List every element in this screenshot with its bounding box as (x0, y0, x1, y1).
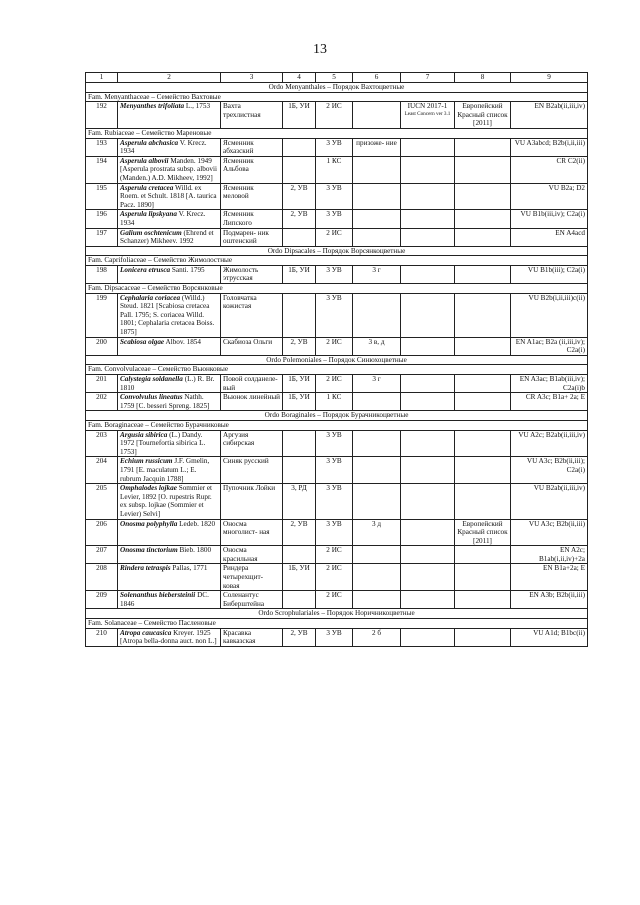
order-row (86, 411, 588, 421)
status-col-5: 3 УВ (316, 628, 353, 646)
order-title: Ordo Dipsacales – Порядок Ворсянкоцветные (86, 246, 588, 256)
status-col-5: 1 КС (316, 393, 353, 411)
russian-name: Аргузия сибирская (221, 430, 283, 457)
status-col-4: 1Б, УИ (283, 375, 316, 393)
status-col-7 (401, 138, 455, 156)
latin-name: Calystegia soldanella (120, 375, 183, 383)
status-col-8 (455, 265, 511, 283)
species-row (86, 337, 588, 355)
species-row (86, 375, 588, 393)
status-col-6 (353, 183, 401, 210)
species-name (118, 430, 221, 457)
status-col-5: 3 УВ (316, 293, 353, 337)
family-title: Fam. Convolvulaceae – Семейство Вьюнковые (86, 365, 588, 375)
status-col-4: 2, УВ (283, 337, 316, 355)
russian-name: Синяк русский (221, 457, 283, 484)
author-citation: Ledeb. 1820 (177, 519, 216, 528)
iucn-category: VU A3c; B2b(ii,iii); C2a(i) (511, 457, 588, 484)
author-citation: V. Krecz. 1934 (120, 210, 206, 227)
status-col-7 (401, 293, 455, 337)
status-col-6 (353, 102, 401, 129)
status-col-8 (455, 457, 511, 484)
status-col-5: 3 УВ (316, 210, 353, 228)
status-col-4: 1Б, УИ (283, 564, 316, 591)
author-citation: DC. 1846 (120, 591, 209, 608)
row-number: 192 (86, 102, 118, 129)
latin-name: Convolvulus lineatus (120, 393, 183, 402)
status-col-4 (283, 457, 316, 484)
status-col-5: 2 ИС (316, 591, 353, 609)
russian-name: Соленантус Биберштейна (221, 591, 283, 609)
author-citation: J.F. Gmelin, 1791 [E. maculatum L.; E. rubrum Jacquin 1788] (120, 457, 210, 483)
family-row (86, 128, 588, 138)
author-citation: V. Krecz. 1934 (120, 138, 207, 156)
species-row (86, 457, 588, 484)
latin-name: Scabiosa olgae (120, 337, 165, 346)
latin-name: Argusia sibirica (120, 430, 168, 439)
column-header: 5 (316, 73, 353, 83)
row-number: 210 (86, 628, 118, 646)
russian-name: Жимолость этрусская (221, 265, 283, 283)
family-row (86, 256, 588, 266)
order-title: Ordo Menyanthales – Порядок Вахтоцветные (86, 83, 588, 93)
status-col-7 (401, 430, 455, 457)
iucn-category: VU B2ab(ii,iii,iv) (511, 484, 588, 519)
iucn-category: EN A4acd (511, 228, 588, 246)
row-number: 202 (86, 393, 118, 411)
species-name (118, 337, 221, 355)
row-number: 207 (86, 546, 118, 564)
species-row (86, 591, 588, 609)
status-col-6 (353, 430, 401, 457)
family-title: Fam. Boraginaceae – Семейство Бурачниковые (86, 420, 588, 430)
russian-name: Скабиоза Ольги (221, 337, 283, 355)
status-col-5: 3 УВ (316, 183, 353, 210)
iucn-category: CR A3c; B1a+ 2a; E (511, 393, 588, 411)
column-header: 8 (455, 73, 511, 83)
species-row (86, 546, 588, 564)
row-number: 194 (86, 156, 118, 183)
status-col-8 (455, 228, 511, 246)
order-title: Ordo Polemoniales – Порядок Синюхоцветные (86, 355, 588, 365)
status-col-8 (455, 210, 511, 228)
status-col-5: 2 ИС (316, 564, 353, 591)
status-col-4: 2, УВ (283, 183, 316, 210)
status-col-8: Европейский Красный список [2011] (455, 519, 511, 546)
row-number: 198 (86, 265, 118, 283)
species-name (118, 457, 221, 484)
status-col-7 (401, 183, 455, 210)
status-col-7 (401, 457, 455, 484)
iucn-note: Least Concern ver 3.1 (404, 110, 451, 117)
author-citation: Sommier et Levier, 1892 [O. rupestris Rupr. ex subsp. lojkae (Sommier et Levier) Selvi] (120, 484, 213, 518)
status-col-8 (455, 546, 511, 564)
status-col-6 (353, 591, 401, 609)
family-title: Fam. Menyanthaceae – Семейство Вахтовые (86, 92, 588, 102)
russian-name: Оносма многолист- ная (221, 519, 283, 546)
species-row (86, 102, 588, 129)
row-number: 203 (86, 430, 118, 457)
status-col-8 (455, 393, 511, 411)
status-col-6 (353, 156, 401, 183)
status-col-8 (455, 156, 511, 183)
status-col-5: 2 ИС (316, 375, 353, 393)
status-col-7 (401, 484, 455, 519)
row-number: 197 (86, 228, 118, 246)
status-col-8 (455, 293, 511, 337)
latin-name: Asperula lipskyana (120, 210, 177, 219)
page-number: 13 (313, 42, 327, 57)
species-name (118, 183, 221, 210)
order-row (86, 355, 588, 365)
latin-name: Asperula cretacea (120, 183, 174, 192)
species-row (86, 484, 588, 519)
column-header: 4 (283, 73, 316, 83)
status-col-8: Европейский Красный список [2011] (455, 102, 511, 129)
latin-name: Asperula abchasica (120, 138, 179, 147)
row-number: 209 (86, 591, 118, 609)
status-col-4: 2, УВ (283, 628, 316, 646)
russian-name: Ясменник Липского (221, 210, 283, 228)
species-name (118, 210, 221, 228)
status-col-4: 2, УВ (283, 519, 316, 546)
status-col-7 (401, 628, 455, 646)
latin-name: Atropa caucasica (120, 628, 172, 637)
iucn-category: VU A1d; B1bc(ii) (511, 628, 588, 646)
row-number: 208 (86, 564, 118, 591)
status-col-4: 1Б, УИ (283, 102, 316, 129)
family-title: Fam. Dipsacaceae – Семейство Ворсянковые (86, 284, 588, 294)
row-number: 204 (86, 457, 118, 484)
status-col-7 (401, 337, 455, 355)
iucn-category: VU B2b(i,ii,iii)c(ii) (511, 293, 588, 337)
status-col-7 (401, 519, 455, 546)
russian-name: Ясменник Альбова (221, 156, 283, 183)
species-name (118, 393, 221, 411)
family-row (86, 420, 588, 430)
family-row (86, 284, 588, 294)
status-col-6: 2 б (353, 628, 401, 646)
status-col-6: 3 д (353, 519, 401, 546)
russian-name: Повой солданеле- вый (221, 375, 283, 393)
iucn-category: EN A2c; B1ab(i,ii,iv)+2a (511, 546, 588, 564)
column-header: 1 (86, 73, 118, 83)
iucn-category: EN A1ac; B2a (ii,iii,iv); C2a(i) (511, 337, 588, 355)
author-citation: Nathh. 1759 [C. besseri Spreng. 1825] (120, 393, 210, 410)
status-col-7 (401, 156, 455, 183)
status-col-4 (283, 156, 316, 183)
iucn-category: EN A3b; B2b(ii,iii) (511, 591, 588, 609)
status-col-7 (401, 265, 455, 283)
status-col-7 (401, 564, 455, 591)
status-col-8 (455, 337, 511, 355)
status-col-5: 3 УВ (316, 484, 353, 519)
status-col-8 (455, 484, 511, 519)
status-col-5: 2 ИС (316, 102, 353, 129)
family-title: Fam. Caprifoliaceae – Семейство Жимолостные (86, 256, 588, 266)
species-name (118, 564, 221, 591)
status-col-4 (283, 591, 316, 609)
column-header: 2 (118, 73, 221, 83)
status-col-4: 1Б, УИ (283, 393, 316, 411)
status-col-8 (455, 138, 511, 156)
author-citation: Kreyer. 1925 [Atropa bella-donna auct. non L.] (120, 628, 217, 646)
species-row (86, 564, 588, 591)
latin-name: Asperula albovii (120, 156, 169, 165)
order-row (86, 83, 588, 93)
author-citation: Manden. 1949 [Asperula prostrata subsp. albovii (Manden.) A.D. Mikheev, 1992] (120, 156, 218, 182)
species-name (118, 156, 221, 183)
author-citation: L., 1753 (184, 102, 211, 111)
latin-name: Echium russicum (120, 457, 173, 466)
latin-name: Galium oschtenicum (120, 228, 182, 237)
header-row (86, 73, 588, 83)
species-row (86, 293, 588, 337)
russian-name: Оносма красильная (221, 546, 283, 564)
status-col-6 (353, 393, 401, 411)
status-col-4: 1Б, УИ (283, 265, 316, 283)
species-row (86, 519, 588, 546)
iucn-category: VU A3abcd; B2b(i,ii,iii) (511, 138, 588, 156)
status-col-5: 3 УВ (316, 457, 353, 484)
row-number: 196 (86, 210, 118, 228)
status-col-6: 3 г (353, 265, 401, 283)
latin-name: Menyanthes trifoliata (120, 102, 185, 111)
status-col-6 (353, 484, 401, 519)
author-citation: (Ehrend et Schanzer) Mikheev. 1992 (120, 228, 214, 246)
status-col-4: 2, УВ (283, 210, 316, 228)
iucn-category: VU A3c; B2b(ii,iii) (511, 519, 588, 546)
latin-name: Omphalodes lojkae (120, 484, 177, 493)
species-name (118, 375, 221, 393)
status-col-8 (455, 628, 511, 646)
status-col-4 (283, 430, 316, 457)
row-number: 195 (86, 183, 118, 210)
species-row (86, 430, 588, 457)
status-col-4: 3, РД (283, 484, 316, 519)
species-name (118, 591, 221, 609)
status-col-7 (401, 393, 455, 411)
species-name (118, 519, 221, 546)
row-number: 200 (86, 337, 118, 355)
species-row (86, 138, 588, 156)
species-row (86, 210, 588, 228)
status-col-6: призоже- ние (353, 138, 401, 156)
status-col-6: 3 в, д (353, 337, 401, 355)
latin-name: Rindera tetraspis (120, 564, 171, 573)
column-header: 7 (401, 73, 455, 83)
iucn-category: EN A3ac; B1ab(iii,iv); C2a(i)b (511, 375, 588, 393)
russian-name: Вахта трехлистная (221, 102, 283, 129)
author-citation: Bieb. 1800 (177, 546, 212, 555)
status-col-7 (401, 102, 455, 129)
status-col-6 (353, 293, 401, 337)
species-name (118, 138, 221, 156)
status-col-4 (283, 546, 316, 564)
row-number: 206 (86, 519, 118, 546)
author-citation: Pallas, 1771 (170, 564, 208, 573)
status-col-5: 3 УВ (316, 430, 353, 457)
row-number: 199 (86, 293, 118, 337)
species-name (118, 546, 221, 564)
iucn-category: EN B1a+2a; E (511, 564, 588, 591)
status-col-7 (401, 210, 455, 228)
species-name (118, 228, 221, 246)
species-name (118, 293, 221, 337)
species-name (118, 102, 221, 129)
species-row (86, 156, 588, 183)
species-row (86, 183, 588, 210)
iucn-label: IUCN 2017-1 (407, 102, 448, 111)
status-col-5: 2 ИС (316, 228, 353, 246)
column-header: 3 (221, 73, 283, 83)
species-name (118, 484, 221, 519)
row-number: 205 (86, 484, 118, 519)
status-col-7 (401, 546, 455, 564)
iucn-category: EN B2ab(ii,iii,iv) (511, 102, 588, 129)
latin-name: Solenanthus biebersteinii (120, 591, 196, 600)
status-col-7 (401, 591, 455, 609)
status-col-8 (455, 564, 511, 591)
status-col-6 (353, 564, 401, 591)
russian-name: Вьюнок линейный (221, 393, 283, 411)
iucn-category: CR C2(ii) (511, 156, 588, 183)
iucn-category: VU B1b(iii,iv); C2a(i) (511, 210, 588, 228)
status-col-5: 3 УВ (316, 519, 353, 546)
family-title: Fam. Solanaceae – Семейство Пасленовые (86, 619, 588, 629)
author-citation: (Willd.) Steud. 1821 [Scabiosa cretacea Pall. 1795; S. coriacea Willd. 1801; Cephalaria cretacea Boiss. 1875] (120, 293, 215, 337)
russian-name: Ясменник меловой (221, 183, 283, 210)
row-number: 193 (86, 138, 118, 156)
status-col-6 (353, 228, 401, 246)
status-col-4 (283, 138, 316, 156)
order-row (86, 609, 588, 619)
status-col-5: 3 УВ (316, 138, 353, 156)
status-col-5: 2 ИС (316, 337, 353, 355)
red-book-table (85, 72, 588, 647)
status-col-8 (455, 375, 511, 393)
family-row (86, 619, 588, 629)
status-col-4 (283, 228, 316, 246)
status-col-6 (353, 210, 401, 228)
status-col-6 (353, 546, 401, 564)
species-row (86, 628, 588, 646)
order-row (86, 246, 588, 256)
author-citation: Santi. 1795 (170, 265, 205, 274)
latin-name: Onosma polyphylla (120, 519, 178, 528)
row-number: 201 (86, 375, 118, 393)
iucn-category: VU B2a; D2 (511, 183, 588, 210)
status-col-8 (455, 591, 511, 609)
status-col-4 (283, 293, 316, 337)
author-citation: Willd. ex Roem. et Schult. 1818 [A. taurica Pacz. 1890] (120, 183, 217, 209)
species-name (118, 628, 221, 646)
species-row (86, 228, 588, 246)
status-col-5: 3 УВ (316, 265, 353, 283)
iucn-category: VU A2c; B2ab(ii,iii,iv) (511, 430, 588, 457)
status-col-5: 1 КС (316, 156, 353, 183)
family-row (86, 92, 588, 102)
status-col-7 (401, 375, 455, 393)
status-col-8 (455, 430, 511, 457)
latin-name: Cephalaria coriacea (120, 293, 181, 302)
latin-name: Onosma tinctorium (120, 546, 178, 555)
family-title: Fam. Rubiaceae – Семейство Мареновые (86, 128, 588, 138)
russian-name: Головчатка кожистая (221, 293, 283, 337)
status-col-7 (401, 228, 455, 246)
author-citation: (L.) Dandy. 1972 [Tournefortia sibirica L. 1753] (120, 430, 206, 456)
column-header: 6 (353, 73, 401, 83)
russian-name: Пупочник Лойки (221, 484, 283, 519)
russian-name: Красавка кавказская (221, 628, 283, 646)
status-col-5: 2 ИС (316, 546, 353, 564)
status-col-6 (353, 457, 401, 484)
column-header: 9 (511, 73, 588, 83)
species-name (118, 265, 221, 283)
order-title: Ordo Boraginales – Порядок Бурачникоцветные (86, 411, 588, 421)
russian-name: Ясменник абхазский (221, 138, 283, 156)
russian-name: Риндера четырехщит- ковая (221, 564, 283, 591)
order-title: Ordo Scrophulariales – Порядок Норичникоцветные (86, 609, 588, 619)
author-citation: Albov. 1854 (164, 337, 201, 346)
status-col-8 (455, 183, 511, 210)
author-citation: (L.) R. Br. 1810 (120, 375, 215, 392)
species-row (86, 265, 588, 283)
russian-name: Подмарен- ник оштенский (221, 228, 283, 246)
iucn-category: VU B1b(iii); C2a(i) (511, 265, 588, 283)
status-col-6: 3 г (353, 375, 401, 393)
species-row (86, 393, 588, 411)
latin-name: Lonicera etrusca (120, 265, 171, 274)
family-row (86, 365, 588, 375)
